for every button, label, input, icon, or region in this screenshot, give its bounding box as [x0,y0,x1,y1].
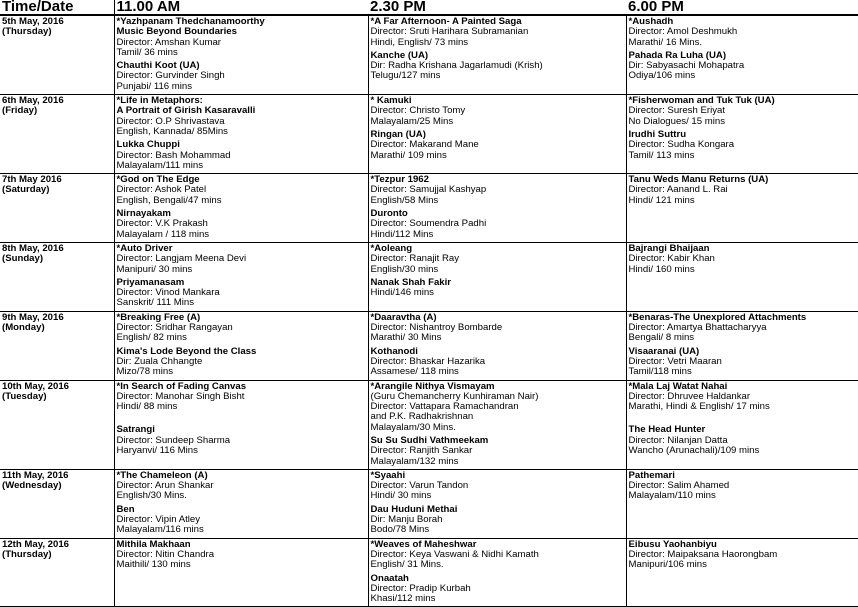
film-detail: Haryanvi/ 116 Mins [116,444,198,456]
film-detail: Director: Keya Vaswani & Nidhi Kamath [370,548,539,560]
slot-cell [626,469,858,538]
schedule-row [0,95,858,174]
film-detail: Director: Amol Deshmukh [628,26,738,38]
film-title: Priyamanasam [116,276,185,288]
film-detail: Hindi/ 160 mins [628,263,695,275]
film-title: Nanak Shah Fakir [370,276,452,288]
film-entry [371,505,624,536]
weekday-text: (Thursday) [2,548,52,560]
film-entry [629,425,857,456]
date-cell [0,469,114,538]
film-title: Lukka Chuppi [116,139,180,151]
film-detail: Tamil/ 113 mins [628,149,695,161]
film-detail: Malayalam/30 Mins. [370,421,456,433]
film-entry [629,51,857,82]
film-entry [629,540,857,571]
film-entry [371,175,624,206]
slot-cell [368,469,626,538]
film-entry [629,313,857,344]
film-title: *In Search of Fading Canvas [116,380,247,392]
film-detail: Hindi/146 mins [370,287,434,299]
film-entry [371,382,624,433]
film-title: Kanche (UA) [370,49,429,61]
date-text: 10th May, 2016 [2,380,70,392]
film-entry [117,17,366,58]
film-title: *Fisherwoman and Tuk Tuk (UA) [628,95,775,107]
schedule-row [0,469,858,538]
film-title: Onaatah [370,572,409,584]
film-title: *Tezpur 1962 [370,174,429,186]
film-entry [371,244,624,275]
slot-cell [626,380,858,469]
film-title: Visaaranai (UA) [628,345,700,357]
film-entry [371,540,624,571]
film-entry [629,130,857,161]
weekday-text: (Wednesday) [2,480,62,492]
schedule-row [0,311,858,380]
film-entry [371,436,624,467]
film-detail: Director: Sudha Kongara [628,139,735,151]
film-title: * Kamuki [370,95,412,107]
film-detail: Director: Vinod Mankara [116,287,220,299]
film-title: Ringan (UA) [370,128,426,140]
film-detail: Director: Soumendra Padhi [370,218,487,230]
film-title: Eibusu Yaohanbiyu [628,538,717,550]
film-detail: Director: Arun Shankar [116,480,214,492]
film-entry [371,278,624,299]
film-title: *God on The Edge [116,174,200,186]
film-detail: Director: Ranajit Ray [370,253,460,265]
film-detail: Director: Samujjal Kashyap [370,184,487,196]
film-detail: Tamil/ 36 mins [116,46,178,58]
film-title: *Benaras-The Unexplored Attachments [628,311,807,323]
film-detail: Hindi/112 Mins [370,228,434,240]
film-detail: Malayalam/116 mins [116,524,204,536]
film-entry [629,175,857,206]
film-detail: Telugu/127 mins [370,70,441,82]
film-detail: Director: Amartya Bhattacharyya [628,322,767,334]
film-title: Dau Huduni Methai [370,503,458,515]
film-title: *The Chameleon (A) [116,469,208,481]
film-entry [371,347,624,378]
weekday-text: (Sunday) [2,253,44,265]
film-entry [117,209,366,240]
film-detail: Director: Ranjith Sankar [370,445,473,457]
date-cell [0,242,114,311]
film-detail: Wancho (Arunachali)/109 mins [628,444,760,456]
film-detail: Director: Ashok Patel [116,184,207,196]
film-detail: Hindi/ 30 mins [370,490,432,502]
film-detail: Tamil/118 mins [628,366,692,378]
slot-cell [114,95,368,174]
slot-cell [368,174,626,243]
film-detail: Malayalam / 118 mins [116,228,210,240]
film-title: A Portrait of Girish Kasaravalli [116,105,256,117]
film-title: Tanu Weds Manu Returns (UA) [628,174,769,186]
film-title: *Aushadh [628,16,674,27]
schedule-body [0,15,858,607]
film-detail: Manipuri/106 mins [628,559,707,571]
film-detail: Assamese/ 118 mins [370,366,459,378]
film-entry [371,313,624,344]
weekday-text: (Monday) [2,322,45,334]
slot-cell [114,174,368,243]
film-detail: Dir: Radha Krishana Jagarlamudi (Krish) [370,60,543,72]
film-entry [371,471,624,502]
slot-cell [626,95,858,174]
film-detail: Maithili/ 130 mins [116,559,191,571]
film-title: Duronto [370,208,408,220]
film-detail: English, Kannada/ 85Mins [116,125,228,137]
film-detail: Malayalam/132 mins [370,455,459,467]
film-detail: Director: Vattapara Ramachandran [370,401,519,413]
film-detail: Malayalam/110 mins [628,490,716,502]
header-time-date: Time/Date [0,0,114,15]
schedule-row [0,242,858,311]
film-title: Kothanodi [370,345,418,357]
slot-cell [114,380,368,469]
film-detail: English/30 Mins. [116,490,187,502]
film-title: *Mala Laj Watat Nahai [628,380,728,392]
header-slot-1800: 6.00 PM [626,0,858,15]
schedule-row [0,380,858,469]
film-detail: Malayalam/25 Mins [370,115,454,127]
date-cell [0,174,114,243]
film-detail: Director: V.K Prakash [116,218,208,230]
film-detail: Director: Makarand Mane [370,139,479,151]
film-detail: Director: Gurvinder Singh [116,70,225,82]
header-slot-1430: 2.30 PM [368,0,626,15]
slot-cell [368,15,626,95]
film-entry [629,347,857,378]
film-title: The Head Hunter [628,424,706,436]
film-detail: (Guru Chemancherry Kunhiraman Nair) [370,390,539,402]
date-text: 6th May, 2016 [2,95,64,107]
date-text: 8th May, 2016 [2,242,64,254]
film-detail: Director: Pradip Kurbah [370,582,471,594]
film-detail: Director: Sundeep Sharma [116,434,231,446]
film-detail: English/30 mins [370,263,439,275]
film-detail: Director: Kabir Khan [628,253,715,265]
film-detail: Manipuri/ 30 mins [116,263,193,275]
film-detail: Director: Vetri Maaran [628,355,722,367]
film-title: Pathemari [628,469,675,481]
slot-cell [626,242,858,311]
film-detail: Director: Sruti Harihara Subramanian [370,26,529,38]
film-title: *Syaahi [370,469,406,481]
film-detail: Bodo/78 Mins [370,524,430,536]
film-detail: Bengali/ 8 mins [628,332,695,344]
slot-cell [626,174,858,243]
date-cell [0,380,114,469]
film-detail: Director: Salim Ahamed [628,480,730,492]
film-detail: Hindi/ 121 mins [628,194,695,206]
film-entry [629,382,857,413]
film-title: Mithila Makhaan [116,538,191,550]
film-detail: Director: Bash Mohammad [116,149,231,161]
film-entry [117,278,366,309]
film-detail: Director: Suresh Eriyat [628,105,725,117]
header-row [0,0,858,15]
film-detail: Marathi, Hindi & English/ 17 mins [628,401,770,413]
film-entry [629,244,857,275]
film-title: *A Far Afternoon- A Painted Saga [370,16,522,27]
film-detail: Sanskrit/ 111 Mins [116,297,194,309]
film-detail: Director: Christo Tomy [370,105,466,117]
film-detail: English/ 31 Mins. [370,559,444,571]
film-detail: Dir: Manju Borah [370,514,443,526]
date-text: 7th May 2016 [2,174,62,186]
film-title: *Weaves of Maheshwar [370,538,477,550]
slot-cell [114,469,368,538]
film-entry [117,244,366,275]
film-entry [117,175,366,206]
film-entry [629,471,857,502]
film-entry [629,96,857,127]
film-title: *Life in Metaphors: [116,95,203,107]
film-entry [117,382,366,413]
slot-cell [114,311,368,380]
film-detail: English, Bengali/47 mins [116,194,222,206]
film-detail: No Dialogues/ 15 mins [628,115,726,127]
date-cell [0,538,114,607]
film-title: Irudhi Suttru [628,128,687,140]
film-title: Nirnayakam [116,208,171,220]
film-detail: Director: Aanand L. Rai [628,184,728,196]
film-detail: Director: Amshan Kumar [116,36,222,48]
film-title: *Aoleang [370,242,413,254]
film-detail: Hindi/ 88 mins [116,401,178,413]
film-detail: Hindi, English/ 73 mins [370,36,469,48]
slot-cell [626,538,858,607]
film-entry [117,471,366,502]
date-cell [0,15,114,95]
film-detail: Director: Varun Tandon [370,480,469,492]
film-detail: and P.K. Radhakrishnan [370,411,474,423]
film-entry [371,96,624,127]
date-text: 5th May, 2016 [2,16,64,27]
date-cell [0,95,114,174]
film-entry [117,540,366,571]
film-detail: Marathi/ 16 Mins. [628,36,703,48]
film-detail: Director: Nishantroy Bombarde [370,322,503,334]
film-entry [117,425,366,456]
schedule-row [0,174,858,243]
film-title: *Breaking Free (A) [116,311,201,323]
slot-cell [626,311,858,380]
slot-cell [114,15,368,95]
film-title: *Yazhpanam Thedchanamoorthy [116,16,265,27]
film-detail: Dir: Sabyasachi Mohapatra [628,60,745,72]
slot-cell [368,538,626,607]
weekday-text: (Friday) [2,105,38,117]
slot-cell [368,380,626,469]
film-detail: Director: Sridhar Rangayan [116,322,233,334]
date-text: 11th May, 2016 [2,469,69,481]
film-detail: Director: Nitin Chandra [116,548,215,560]
weekday-text: (Saturday) [2,184,50,196]
film-title: Music Beyond Boundaries [116,26,237,38]
film-detail: English/58 Mins [370,194,439,206]
film-entry [629,17,857,48]
slot-cell [114,538,368,607]
schedule-row [0,538,858,607]
film-entry [371,51,624,82]
film-detail: Director: Manohar Singh Bisht [116,390,245,402]
film-detail: Director: O.P Shrivastava [116,115,225,127]
weekday-text: (Thursday) [2,26,52,38]
film-detail: Punjabi/ 116 mins [116,80,193,92]
weekday-text: (Tuesday) [2,390,47,402]
film-title: Ben [116,503,135,515]
film-title: Bajrangi Bhaijaan [628,242,710,254]
film-title: Su Su Sudhi Vathmeekam [370,434,489,446]
slot-cell [368,95,626,174]
film-title: *Daaravtha (A) [370,311,437,323]
film-entry [371,17,624,48]
film-entry [117,96,366,137]
film-detail: Mizo/78 mins [116,366,174,378]
film-entry [117,313,366,344]
slot-cell [368,242,626,311]
film-detail: Dir: Zuala Chhangte [116,355,203,367]
date-text: 12th May, 2016 [2,538,70,550]
film-detail: Director: Bhaskar Hazarika [370,355,486,367]
film-entry [117,347,366,378]
film-detail: Marathi/ 30 Mins [370,332,442,344]
film-entry [117,140,366,171]
film-title: Pahada Ra Luha (UA) [628,49,727,61]
film-entry [371,209,624,240]
film-entry [371,574,624,605]
film-entry [117,61,366,92]
film-detail: Odiya/106 mins [628,70,696,82]
slot-cell [368,311,626,380]
film-title: *Arangile Nithya Vismayam [370,380,495,392]
film-detail: Director: Maipaksana Haorongbam [628,548,778,560]
schedule-row [0,15,858,95]
film-title: Kima's Lode Beyond the Class [116,345,257,357]
film-entry [371,130,624,161]
film-detail: Malayalam/111 mins [116,159,204,171]
film-detail: Director: Dhruvee Haldankar [628,390,751,402]
film-detail: Khasi/112 mins [370,593,436,605]
film-detail: Director: Langjam Meena Devi [116,253,247,265]
film-title: *Auto Driver [116,242,173,254]
film-detail: Director: Vipin Atley [116,514,201,526]
header-slot-1100: 11.00 AM [114,0,368,15]
date-text: 9th May, 2016 [2,311,64,323]
film-title: Satrangi [116,424,155,436]
date-cell [0,311,114,380]
film-detail: English/ 82 mins [116,332,187,344]
film-detail: Marathi/ 109 mins [370,149,447,161]
slot-cell [114,242,368,311]
film-entry [117,505,366,536]
film-title: Chauthi Koot (UA) [116,60,200,72]
film-detail: Director: Nilanjan Datta [628,434,728,446]
slot-cell [626,15,858,95]
